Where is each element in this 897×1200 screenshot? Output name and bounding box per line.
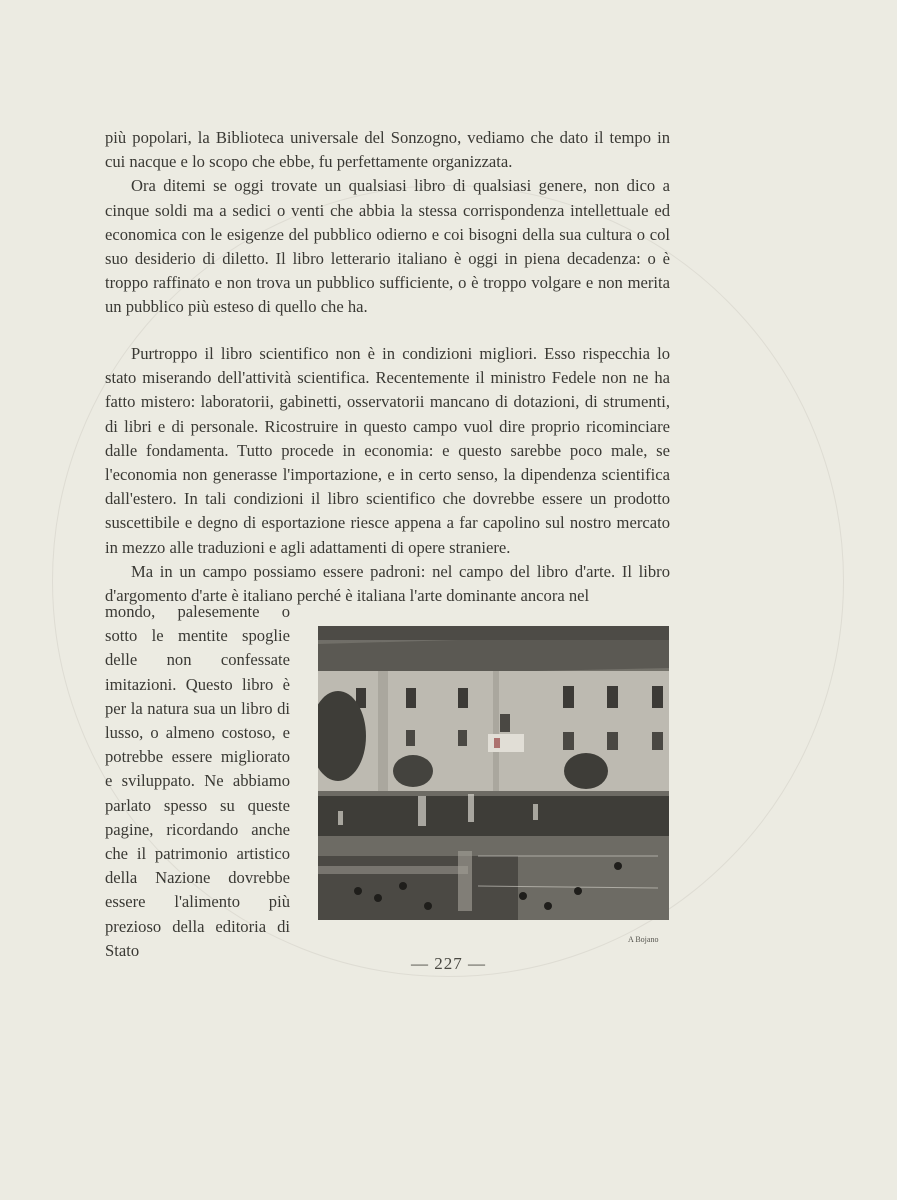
photograph-town-square [318,626,669,920]
text-column-left: mondo, palesemente o sotto le mentite spoglie delle non confessate imitazioni. Questo libro è per la natura sua un libro di lusso, o almeno costoso, e potrebbe essere migliorato e sviluppato. Ne abbiamo parlato spesso su queste pagine, ricordando anche che il patrimonio artistico della Nazione dovrebbe essere l'alimento più prezioso della editoria di Stato [105,602,290,960]
paragraph: Ora ditemi se oggi trovate un qualsiasi libro di qualsiasi genere, non dico a cinque soldi ma a sedici o venti che abbia la stessa corrispondenza intellettuale ed economica con le esigenze del pubblico odierno e coi bisogni della sua cultura o col suo desiderio di diletto. Il libro letterario italiano è oggi in piena decadenza: o è troppo raffinato e non trova un pubblico sufficiente, o è troppo volgare e non merita un pubblico più esteso di quello che ha. [105,176,670,317]
paragraph: Ma in un campo possiamo essere padroni: nel campo del libro d'arte. Il libro d'argomento d'arte è italiano perché è italiana l'arte dominante ancora nel [105,561,670,606]
paragraph: più popolari, la Biblioteca universale del Sonzogno, vediamo che dato il tempo in cui nacque e lo scopo che ebbe, fu perfettamente organizzata. [105,128,670,172]
photo-caption: A Bojano [628,935,659,944]
page-number: — 227 — [411,954,486,973]
text-block-top [105,126,670,320]
text-block-middle [105,342,670,608]
paragraph: Purtroppo il libro scientifico non è in condizioni migliori. Esso rispecchia lo stato miserando dell'attività scientifica. Recentemente il ministro Fedele non ne ha fatto mistero: laboratorii, gabinetti, osservatorii mancano di dotazioni, di strumenti, di libri e di personale. Ricostruire in questo campo vuol dire proprio ricominciare dalle fondamenta. Tutto procede in economia: e questo sarebbe poco male, se l'economia non generasse l'importazione, e in certo senso, la dipendenza scientifica dall'estero. In tali condizioni il libro scientifico che dovrebbe essere un prodotto suscettibile e degno di esportazione riesce appena a far capolino sul nostro mercato in mezzo alle traduzioni e agli adattamenti di opere straniere. [105,344,670,557]
